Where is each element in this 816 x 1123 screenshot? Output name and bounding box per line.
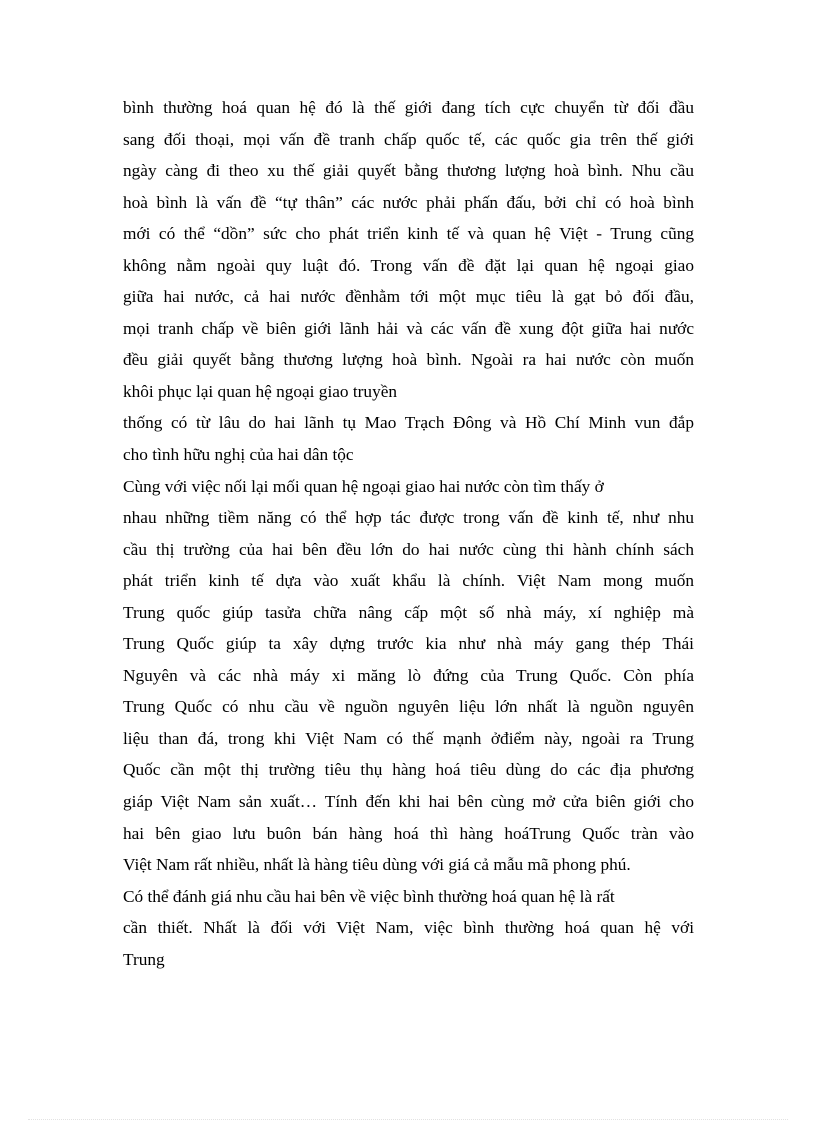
text-line: hai bên giao lưu buôn bán hàng hoá thì hàng hoáTrung Quốc tràn vào — [123, 823, 694, 843]
text-line: phát triển kinh tế dựa vào xuất khẩu là chính. Việt Nam mong muốn — [123, 571, 694, 591]
text-line: nhau những tiềm năng có thể hợp tác được trong vấn đề kinh tế, như nhu — [123, 508, 694, 528]
text-line: mới có thể “dồn” sức cho phát triển kinh tế và quan hệ Việt - Trung cũng — [123, 224, 694, 244]
text-line: Quốc cần một thị trường tiêu thụ hàng hoá tiêu dùng do các địa phương — [123, 760, 694, 780]
page-bottom-divider — [28, 1119, 788, 1120]
text-line: Có thể đánh giá nhu cầu hai bên về việc bình thường hoá quan hệ là rất — [123, 886, 615, 906]
text-line: bình thường hoá quan hệ đó là thế giới đang tích cực chuyển từ đối đầu — [123, 98, 694, 117]
text-line: mọi tranh chấp về biên giới lãnh hải và các vấn đề xung đột giữa hai nước — [123, 318, 694, 338]
text-line: Trung Quốc giúp ta xây dựng trước kia như nhà máy gang thép Thái — [123, 634, 694, 654]
text-line: Nguyên và các nhà máy xi măng lò đứng của Trung Quốc. Còn phía — [123, 665, 694, 685]
text-line: không nằm ngoài quy luật đó. Trong vấn đề đặt lại quan hệ ngoại giao — [123, 255, 694, 275]
text-line: thống có từ lâu do hai lãnh tụ Mao Trạch Đông và Hồ Chí Minh vun đắp — [123, 413, 694, 433]
text-line: cho tình hữu nghị của hai dân tộc — [123, 445, 354, 465]
text-line: Việt Nam rất nhiều, nhất là hàng tiêu dùng với giá cả mẫu mã phong phú. — [123, 855, 631, 875]
text-line: giữa hai nước, cả hai nước đềnhằm tới một mục tiêu là gạt bỏ đối đầu, — [123, 287, 694, 307]
text-line: cầu thị trường của hai bên đều lớn do hai nước cùng thi hành chính sách — [123, 539, 694, 559]
text-line: hoà bình là vấn đề “tự thân” các nước phải phấn đấu, bởi chỉ có hoà bình — [123, 192, 694, 212]
text-line: ngày càng đi theo xu thế giải quyết bằng thương lượng hoà bình. Nhu cầu — [123, 161, 694, 181]
text-line: giáp Việt Nam sản xuất… Tính đến khi hai bên cùng mở cửa biên giới cho — [123, 792, 694, 812]
text-line: đều giải quyết bằng thương lượng hoà bình. Ngoài ra hai nước còn muốn — [123, 350, 694, 370]
text-line: cần thiết. Nhất là đối với Việt Nam, việc bình thường hoá quan hệ với — [123, 918, 694, 938]
text-line: liệu than đá, trong khi Việt Nam có thế mạnh ởđiểm này, ngoài ra Trung — [123, 728, 694, 748]
text-line: Cùng với việc nối lại mối quan hệ ngoại giao hai nước còn tìm thấy ở — [123, 476, 604, 496]
text-line: Trung Quốc có nhu cầu về nguồn nguyên liệu lớn nhất là nguồn nguyên — [123, 697, 694, 717]
text-line: Trung quốc giúp tasửa chữa nâng cấp một số nhà máy, xí nghiệp mà — [123, 602, 694, 622]
text-line: Trung — [123, 949, 165, 969]
body-text — [123, 92, 694, 975]
text-line: khôi phục lại quan hệ ngoại giao truyền — [123, 381, 398, 401]
text-line: sang đối thoại, mọi vấn đề tranh chấp quốc tế, các quốc gia trên thế giới — [123, 129, 694, 149]
